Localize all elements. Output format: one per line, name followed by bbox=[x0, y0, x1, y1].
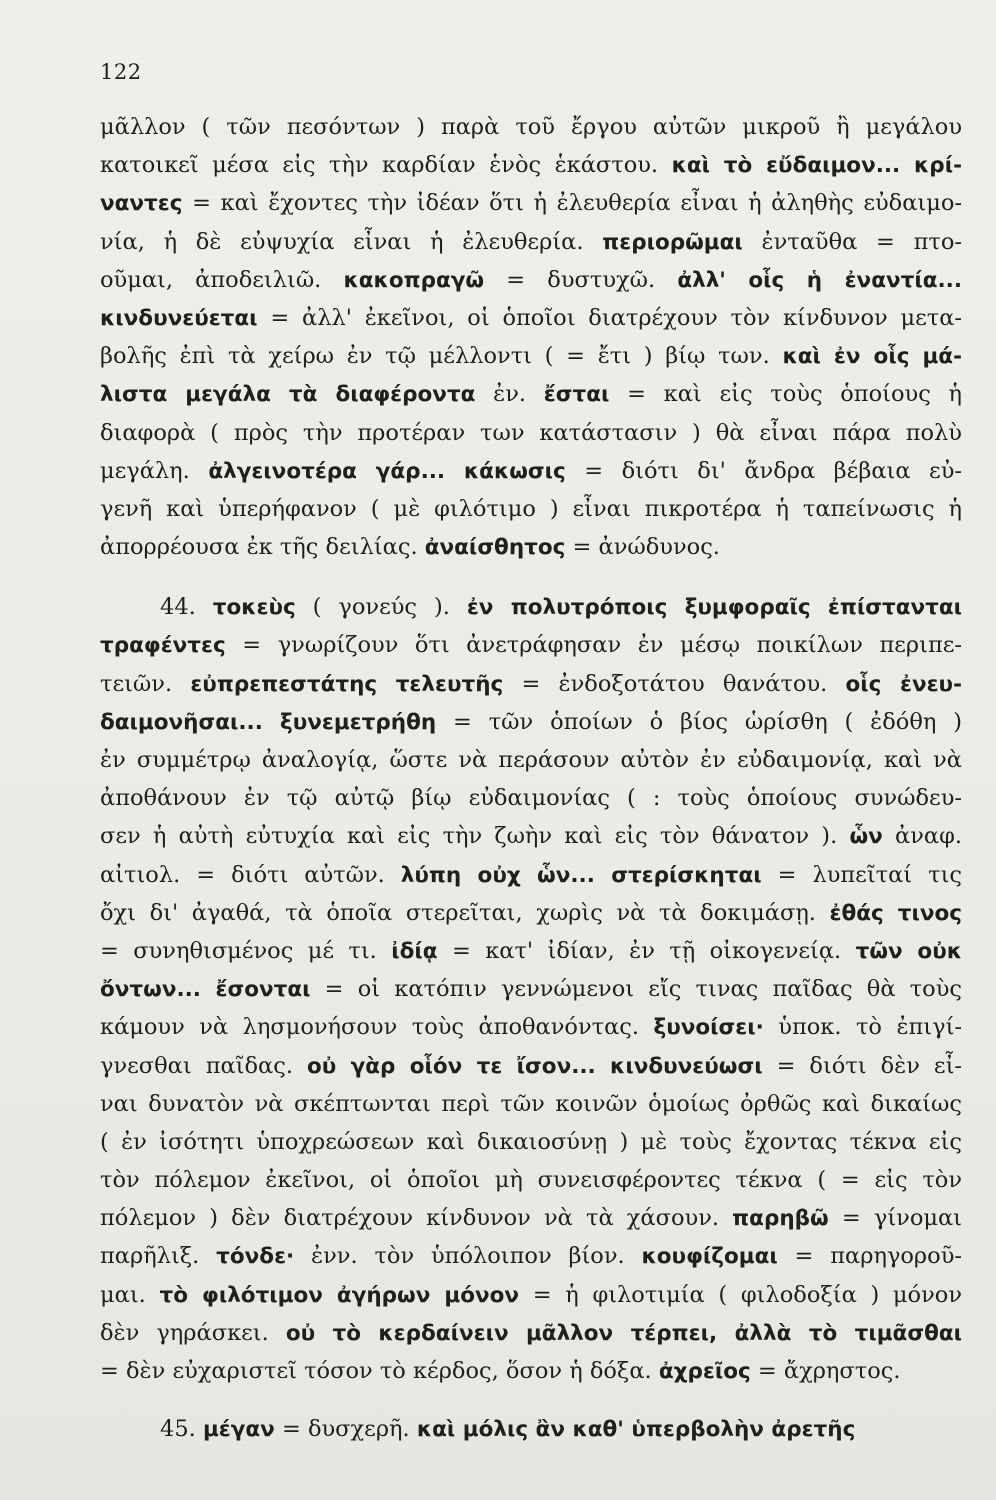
text-line: ἐν συμμέτρῳ ἀναλογίᾳ, ὥστε νὰ περάσουν αὐτὸν ἐν εὐδαιμονίᾳ, καὶ νὰ bbox=[100, 747, 962, 773]
text-line: διαφορὰ ( πρὸς τὴν προτέραν των κατάστασιν ) θὰ εἶναι πάρα πολὺ bbox=[100, 419, 962, 446]
lemma-term: μέγαν bbox=[202, 1417, 275, 1443]
lemma-term: τῶν οὐκ bbox=[855, 938, 962, 964]
text-line: ναι δυνατὸν νὰ σκέπτωνται περὶ τῶν κοινῶν ὁμοίως ὀρθῶς καὶ δικαίως bbox=[100, 1090, 962, 1117]
text-line: γνεσθαι παῖδας. οὐ γὰρ οἷόν τε ἴσον... κινδυνεύωσι = διότι δὲν εἶ- bbox=[100, 1052, 962, 1079]
lemma-term: κακοπραγῶ bbox=[343, 267, 485, 293]
text-line: τὸν πόλεμον ἐκεῖνοι, οἱ ὁποῖοι μὴ συνεισφέροντες τέκνα ( = εἰς τὸν bbox=[100, 1167, 962, 1194]
lemma-term: ἀλγεινοτέρα γάρ... κάκωσις bbox=[208, 458, 566, 484]
paragraph-gap bbox=[100, 566, 962, 588]
text-line: ὄχι δι' ἀγαθά, τὰ ὁποῖα στερεῖται, χωρὶς νὰ τὰ δοκιμάσῃ. ἐθάς τινος bbox=[100, 899, 962, 926]
lemma-term: ἀναίσθητος bbox=[424, 535, 566, 561]
text-line: ἀποθάνουν ἐν τῷ αὐτῷ βίῳ εὐδαιμονίας ( : τοὺς ὁποίους συνώδευ- bbox=[100, 785, 962, 812]
text-line: ( ἐν ἰσότητι ὑποχρεώσεων καὶ δικαιοσύνῃ ) μὲ τοὺς ἔχοντας τέκνα εἰς bbox=[100, 1128, 962, 1155]
lemma-term: ἰδίᾳ bbox=[391, 938, 438, 964]
text-line: = συνηθισμένος μέ τι. ἰδίᾳ = κατ' ἰδίαν, ἐν τῇ οἰκογενείᾳ. τῶν οὐκ bbox=[100, 937, 962, 964]
lemma-term: δαιμονῆσαι... ξυνεμετρήθη bbox=[100, 709, 437, 735]
text-line: νία, ἡ δὲ εὐψυχία εἶναι ἡ ἐλευθερία. περιορῶμαι ἐνταῦθα = πτο- bbox=[100, 228, 962, 255]
lemma-term: τὸ φιλότιμον ἀγήρων μόνον bbox=[159, 1282, 520, 1308]
lemma-term: λύπη οὐχ ὧν... στερίσκηται bbox=[400, 862, 762, 888]
lemma-term: λιστα μεγάλα τὰ διαφέροντα bbox=[100, 382, 476, 408]
lemma-term: ἐθάς τινος bbox=[829, 900, 962, 926]
text-line: παρῆλιξ. τόνδε· ἐνν. τὸν ὑπόλοιπον βίον. κουφίζομαι = παρηγοροῦ- bbox=[100, 1243, 962, 1270]
lemma-term: εὐπρεπεστάτης τελευτῆς bbox=[190, 671, 504, 697]
lemma-term: ὧν bbox=[849, 824, 883, 850]
text-line: δὲν γηράσκει. οὐ τὸ κερδαίνειν μᾶλλον τέρπει, ἀλλὰ τὸ τιμᾶσθαι bbox=[100, 1319, 962, 1346]
text-line: ὄντων... ἔσονται = οἱ κατόπιν γεννώμενοι εἴς τινας παῖδας θὰ τοὺς bbox=[100, 976, 962, 1003]
commentary-continuation bbox=[100, 108, 962, 566]
lemma-term: περιορῶμαι bbox=[602, 229, 743, 255]
commentary-section-45 bbox=[100, 1410, 962, 1448]
lemma-term: καὶ τὸ εὔδαιμον... κρί- bbox=[671, 153, 962, 179]
page-number: 122 bbox=[100, 60, 142, 84]
text-line: βολῆς ἐπὶ τὰ χείρω ἐν τῷ μέλλοντι ( = ἔτι ) βίῳ των. καὶ ἐν οἷς μά- bbox=[100, 343, 962, 370]
text-line: τειῶν. εὐπρεπεστάτης τελευτῆς = ἐνδοξοτάτου θανάτου. οἷς ἐνευ- bbox=[100, 670, 962, 697]
text-line: οῦμαι, ἀποδειλιῶ. κακοπραγῶ = δυστυχῶ. ἀλλ' οἷς ἡ ἐναντία... bbox=[100, 266, 962, 293]
lemma-term: κινδυνεύεται bbox=[100, 305, 258, 331]
text-line: ἀπορρέουσα ἐκ τῆς δειλίας. ἀναίσθητος = ἀνώδυνος. bbox=[100, 534, 720, 561]
lemma-term: ξυνοίσει· bbox=[653, 1015, 764, 1041]
text-line: μεγάλη. ἀλγεινοτέρα γάρ... κάκωσις = διότι δι' ἄνδρα βέβαια εὐ- bbox=[100, 457, 962, 484]
text-line: κινδυνεύεται = ἀλλ' ἐκεῖνοι, οἱ ὁποῖοι διατρέχουν τὸν κίνδυνον μετα- bbox=[100, 304, 962, 331]
commentary-section-44 bbox=[100, 588, 962, 1390]
lemma-term: ἔσται bbox=[543, 382, 610, 408]
text-line: σεν ἡ αὐτὴ εὐτυχία καὶ εἰς τὴν ζωὴν καὶ εἰς τὸν θάνατον ). ὧν ἀναφ. bbox=[100, 823, 962, 850]
text-line: 45. μέγαν = δυσχερῆ. καὶ μόλις ἂν καθ' ὑπερβολὴν ἀρετῆς bbox=[160, 1416, 856, 1443]
text-line: δαιμονῆσαι... ξυνεμετρήθη = τῶν ὁποίων ὁ βίος ὡρίσθη ( ἐδόθη ) bbox=[100, 708, 962, 735]
text-line: τραφέντες = γνωρίζουν ὅτι ἀνετράφησαν ἐν μέσῳ ποικίλων περιπε- bbox=[100, 632, 962, 659]
paragraph-gap bbox=[100, 1390, 962, 1410]
text-line: κατοικεῖ μέσα εἰς τὴν καρδίαν ἑνὸς ἑκάστου. καὶ τὸ εὔδαιμον... κρί- bbox=[100, 152, 962, 179]
lemma-term: ναντες bbox=[100, 191, 183, 217]
text-line: αἰτιολ. = διότι αὐτῶν. λύπη οὐχ ὧν... στερίσκηται = λυπεῖταί τις bbox=[100, 861, 962, 888]
lemma-term: οὐ γὰρ οἷόν τε ἴσον... κινδυνεύωσι bbox=[307, 1053, 763, 1079]
lemma-term: τόνδε· bbox=[216, 1244, 295, 1270]
lemma-term: ἀχρεῖος bbox=[658, 1359, 751, 1384]
text-line: λιστα μεγάλα τὰ διαφέροντα ἐν. ἔσται = καὶ εἰς τοὺς ὁποίους ἡ bbox=[100, 381, 962, 408]
lemma-term: οἷς ἐνευ- bbox=[845, 671, 962, 697]
lemma-term: κουφίζομαι bbox=[641, 1244, 778, 1270]
lemma-term: ἀλλ' οἷς ἡ ἐναντία... bbox=[677, 267, 962, 293]
text-line: 44. τοκεὺς ( γονεύς ). ἐν πολυτρόποις ξυμφοραῖς ἐπίστανται bbox=[160, 594, 962, 621]
lemma-term: καὶ μόλις ἂν καθ' ὑπερβολὴν ἀρετῆς bbox=[416, 1417, 856, 1443]
lemma-term: τραφέντες bbox=[100, 633, 226, 659]
text-line: μαι. τὸ φιλότιμον ἀγήρων μόνον = ἡ φιλοτιμία ( φιλοδοξία ) μόνον bbox=[100, 1281, 962, 1308]
text-line: ναντες = καὶ ἔχοντες τὴν ἰδέαν ὅτι ἡ ἐλευθερία εἶναι ἡ ἀληθὴς εὐδαιμο- bbox=[100, 190, 962, 217]
lemma-term: οὐ τὸ κερδαίνειν μᾶλλον τέρπει, ἀλλὰ τὸ τιμᾶσθαι bbox=[285, 1320, 962, 1346]
text-line: μᾶλλον ( τῶν πεσόντων ) παρὰ τοῦ ἔργου αὐτῶν μικροῦ ἢ μεγάλου bbox=[100, 114, 962, 140]
lemma-term: ἐν πολυτρόποις ξυμφοραῖς ἐπίστανται bbox=[466, 595, 962, 621]
lemma-term: τοκεὺς bbox=[212, 595, 296, 621]
lemma-term: ὄντων... ἔσονται bbox=[100, 977, 311, 1003]
lemma-term: καὶ ἐν οἷς μά- bbox=[782, 344, 962, 370]
text-line: γενῆ καὶ ὑπερήφανον ( μὲ φιλότιμο ) εἶναι πικροτέρα ἡ ταπείνωσις ἡ bbox=[100, 495, 962, 522]
text-line: κάμουν νὰ λησμονήσουν τοὺς ἀποθανόντας. ξυνοίσει· ὑποκ. τὸ ἐπιγί- bbox=[100, 1014, 962, 1041]
lemma-term: παρηβῶ bbox=[732, 1206, 829, 1232]
text-line: πόλεμον ) δὲν διατρέχουν κίνδυνον νὰ τὰ χάσουν. παρηβῶ = γίνομαι bbox=[100, 1205, 962, 1232]
text-line: = δὲν εὐχαριστεῖ τόσον τὸ κέρδος, ὅσον ἡ δόξα. ἀχρεῖος = ἄχρηστος. bbox=[100, 1358, 901, 1384]
